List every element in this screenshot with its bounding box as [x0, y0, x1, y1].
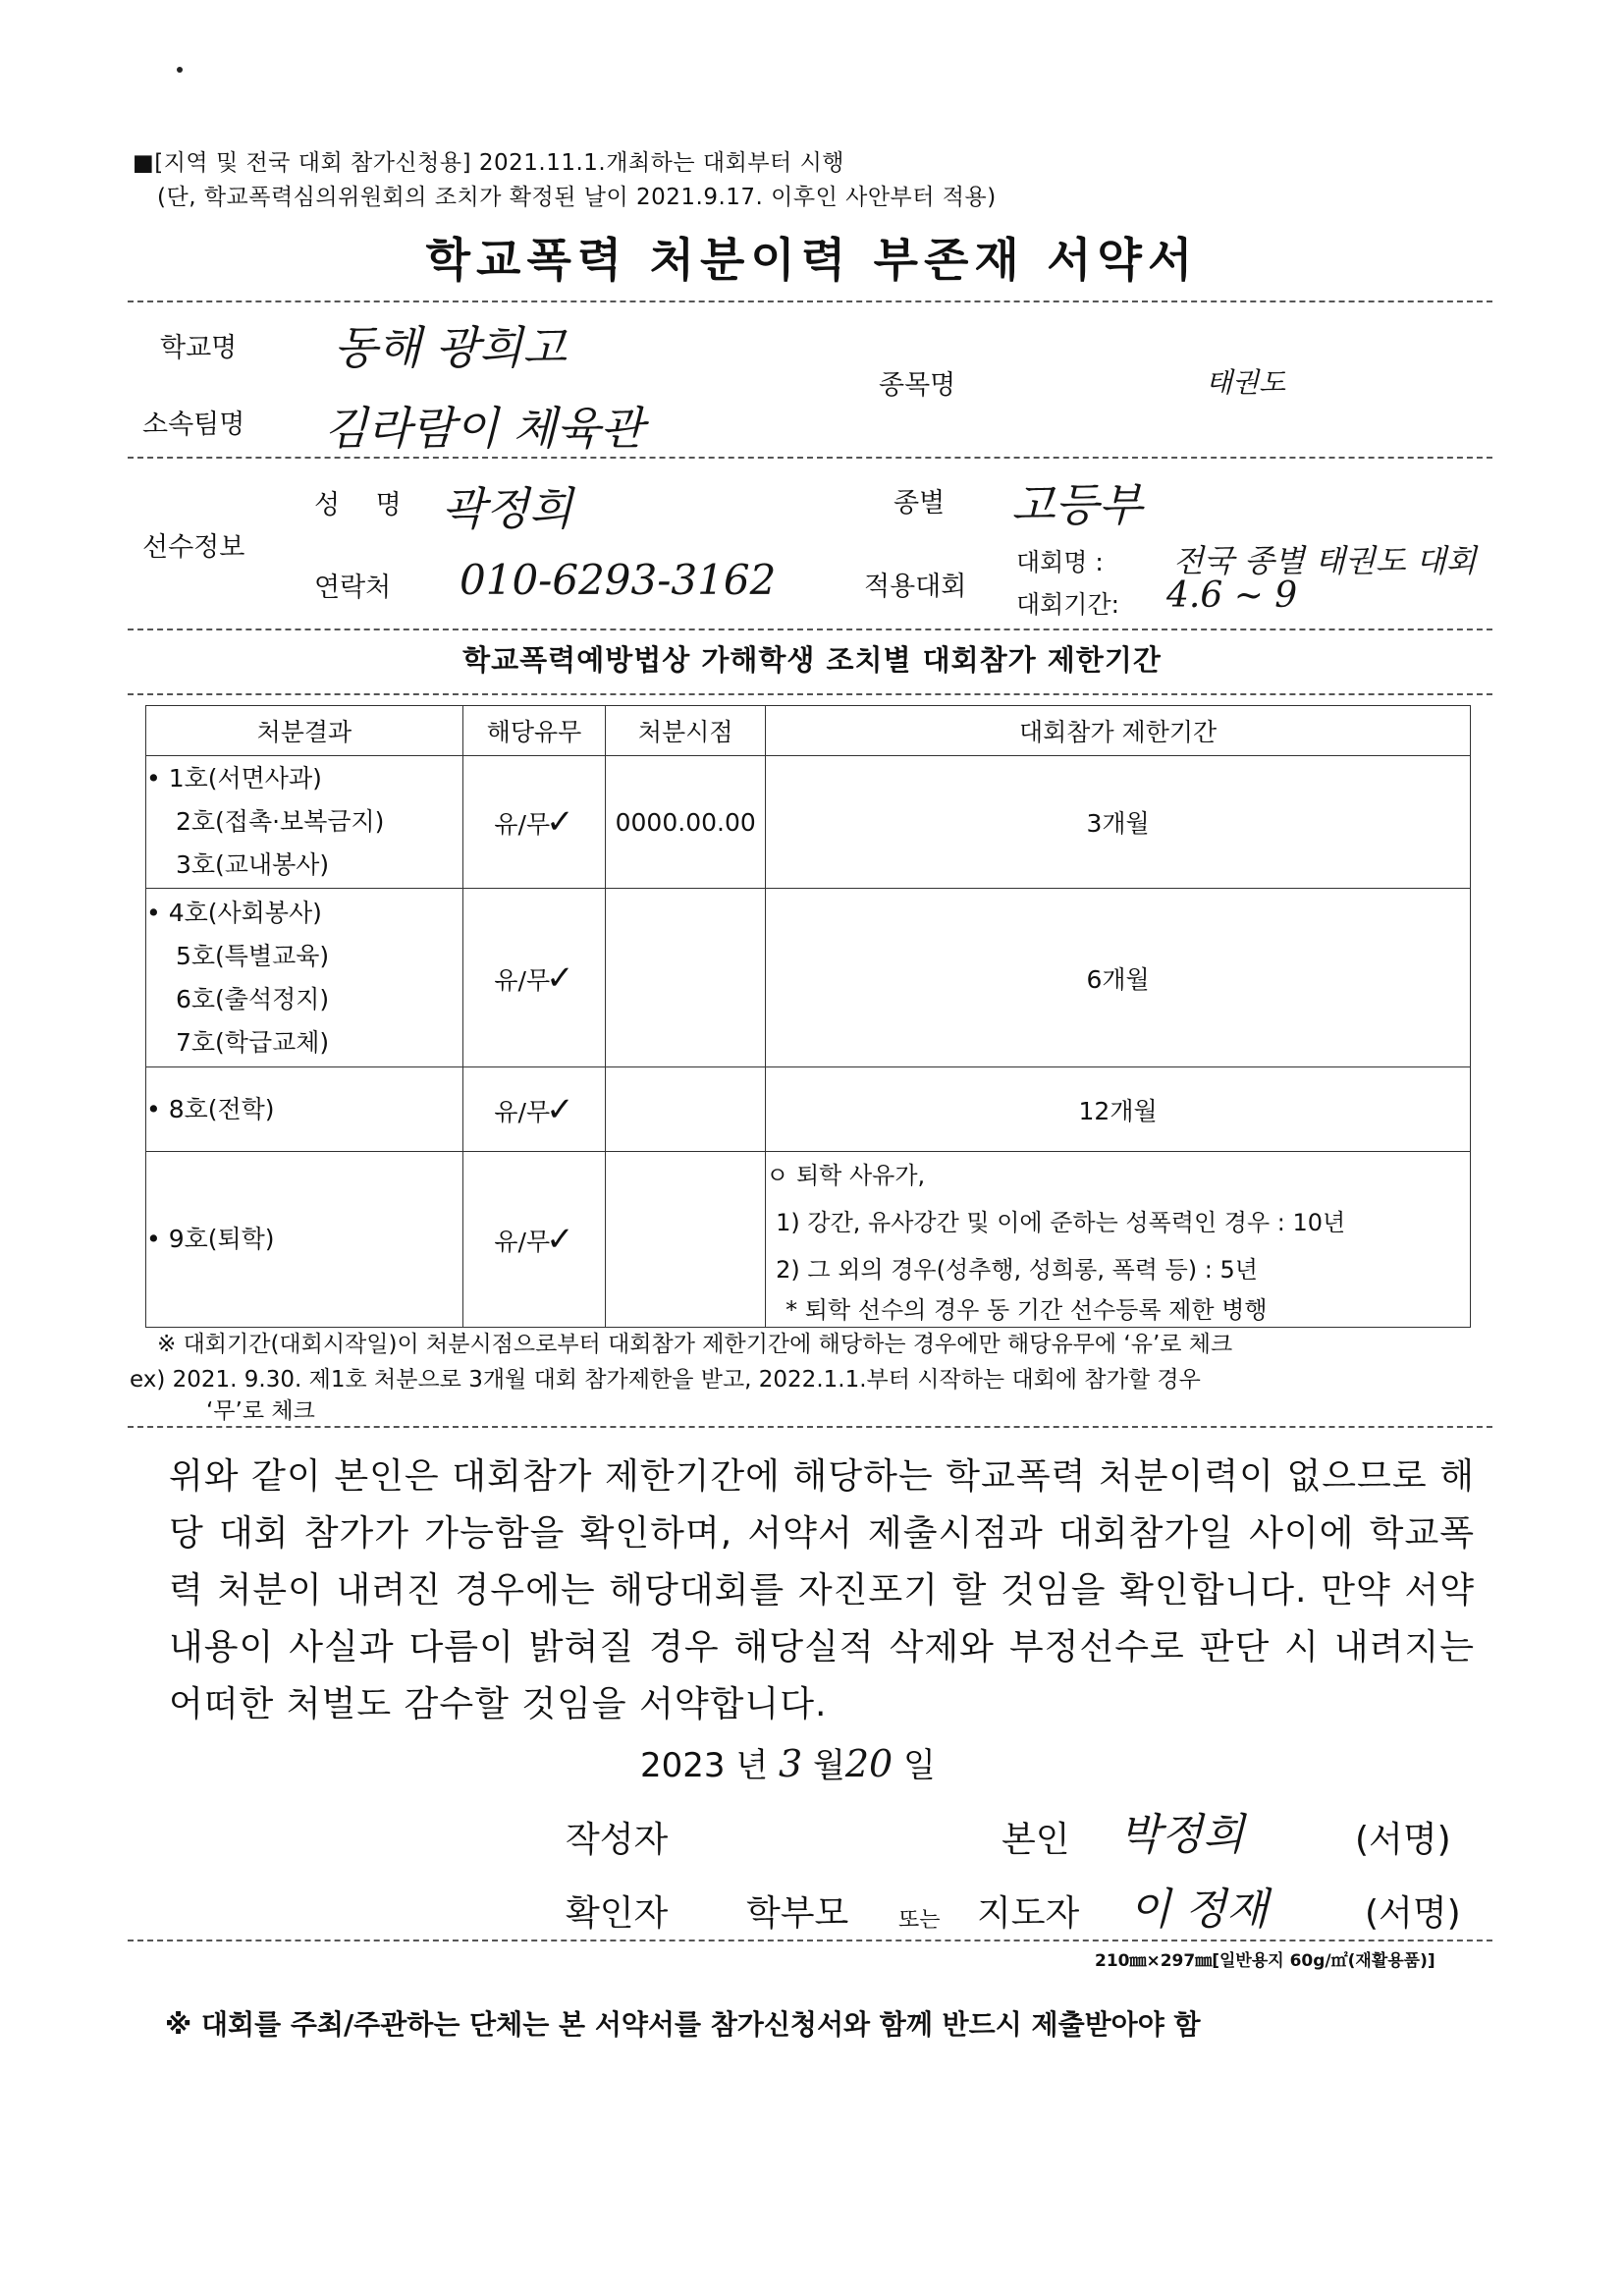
contact-value: 010-6293-3162	[460, 556, 777, 604]
divider	[128, 457, 1492, 459]
self-label: 본인	[1001, 1820, 1070, 1860]
restriction-table	[145, 705, 1471, 1328]
note-line-1: ※ 대회기간(대회시작일)이 처분시점으로부터 대회참가 제한기간에 해당하는 경우에만 해당유무에 ‘유’로 체크	[157, 1332, 1233, 1357]
date-cell	[606, 889, 766, 1067]
result-item: • 1호(서면사과)	[146, 764, 322, 793]
divider	[128, 693, 1492, 695]
category-label: 종별	[893, 488, 946, 519]
footer-note: ※ 대회를 주최/주관하는 단체는 본 서약서를 참가신청서와 함께 반드시 제출받아야 함	[165, 2008, 1201, 2041]
table-subtitle: 학교폭력예방법상 가해학생 조치별 대회참가 제한기간	[462, 643, 1162, 677]
category-value: 고등부	[1011, 478, 1143, 531]
event-label: 종목명	[879, 370, 956, 401]
check-mark-icon: ✓	[546, 802, 574, 842]
name-value: 곽정희	[442, 482, 573, 535]
result-item: 7호(학급교체)	[176, 1027, 330, 1057]
result-item: • 8호(전학)	[146, 1094, 275, 1123]
scan-dot	[177, 67, 183, 73]
result-item: • 4호(사회봉사)	[146, 898, 322, 927]
divider	[128, 301, 1492, 302]
check-mark-icon: ✓	[546, 1220, 574, 1259]
date-year: 2023	[640, 1746, 726, 1785]
contact-label: 연락처	[314, 573, 392, 603]
coach-label: 지도자	[977, 1893, 1080, 1934]
author-label: 작성자	[566, 1820, 669, 1860]
period-line: 2) 그 외의 경우(성추행, 성희롱, 폭력 등) : 5년	[776, 1256, 1258, 1284]
table-row	[146, 1067, 1471, 1152]
divider	[128, 1940, 1492, 1941]
result-cell	[146, 1152, 463, 1328]
or-label: 또는	[898, 1908, 941, 1933]
applicable-cell	[462, 1152, 605, 1328]
date-month: 3	[779, 1742, 803, 1785]
period-line: 1) 강간, 유사강간 및 이에 준하는 성폭력인 경우 : 10년	[776, 1209, 1346, 1236]
competition-period-value: 4.6 ~ 9	[1166, 575, 1298, 616]
result-item: 5호(특별교육)	[176, 941, 330, 970]
applicable-cell	[462, 1067, 605, 1152]
period-cell: 3개월	[766, 756, 1471, 889]
applicable-cell	[462, 756, 605, 889]
school-label: 학교명	[160, 333, 238, 363]
result-item: 2호(접촉·보복금지)	[176, 807, 385, 836]
period-cell: 12개월	[766, 1067, 1471, 1152]
date-day-label: 일	[903, 1746, 936, 1785]
divider	[128, 629, 1492, 630]
divider	[128, 1426, 1492, 1428]
result-item: 3호(교내봉사)	[176, 850, 330, 879]
table-row	[146, 1152, 1471, 1328]
result-cell	[146, 1067, 463, 1152]
applicable-value: 유/무	[494, 810, 551, 839]
date-year-label: 년	[735, 1746, 769, 1785]
header-period: 대회참가 제한기간	[766, 706, 1471, 756]
note-line-2: ex) 2021. 9.30. 제1호 처분으로 3개월 대회 참가제한을 받고, 2022.1.1.부터 시작하는 대회에 참가할 경우	[130, 1367, 1201, 1393]
sign-placeholder-1: (서명)	[1355, 1820, 1451, 1860]
self-name: 박정희	[1119, 1810, 1245, 1860]
date-day: 20	[844, 1742, 893, 1785]
event-value: 태권도	[1206, 366, 1286, 399]
applicable-value: 유/무	[494, 1097, 551, 1126]
competition-name-value: 전국 종별 태권도 대회	[1173, 542, 1477, 579]
name-label: 성 명	[314, 490, 415, 520]
table-row	[146, 756, 1471, 889]
check-mark-icon: ✓	[546, 957, 574, 998]
team-label: 소속팀명	[142, 410, 245, 440]
paper-info: 210㎜×297㎜[일반용지 60g/㎡(재활용품)]	[1095, 1951, 1435, 1971]
parent-label: 학부모	[746, 1893, 849, 1934]
applicable-cell	[462, 889, 605, 1067]
header-applicable: 해당유무	[462, 706, 605, 756]
applied-competition-label: 적용대회	[864, 572, 967, 602]
date-cell	[606, 1152, 766, 1328]
header-date: 처분시점	[606, 706, 766, 756]
check-mark-icon: ✓	[546, 1089, 574, 1129]
competition-period-label: 대회기간:	[1016, 590, 1120, 619]
result-item: • 9호(퇴학)	[146, 1225, 275, 1253]
applicable-value: 유/무	[494, 1228, 551, 1256]
table-row	[146, 889, 1471, 1067]
confirmer-label: 확인자	[566, 1893, 669, 1934]
date-month-label: 월	[813, 1746, 845, 1785]
competition-name-label: 대회명 :	[1016, 548, 1104, 576]
athlete-info-label: 선수정보	[142, 532, 245, 563]
document-title: 학교폭력 처분이력 부존재 서약서	[425, 234, 1199, 288]
pledge-text: 위와 같이 본인은 대회참가 제한기간에 해당하는 학교폭력 처분이력이 없으므로 해당 대회 참가가 가능함을 확인하며, 서약서 제출시점과 대회참가일 사이에 학교폭력 처분이 내려진 경우에는 해당대회를 자진포기 할 것임을 확인합니다. 만약 서약내용이 사실과 다름이 밝혀질 경우 해당실적 삭제와 부정선수로 판단 시 내려지는 어떠한 처벌도 감수할 것임을 서약합니다.	[169, 1456, 1475, 1724]
signing-date	[640, 1738, 936, 1786]
notice-line-1: ■[지역 및 전국 대회 참가신청용] 2021.11.1.개최하는 대회부터 시행	[133, 150, 845, 176]
period-line: ㅇ 퇴학 사유가,	[766, 1162, 926, 1189]
notice-line-2: (단, 학교폭력심의위원회의 조치가 확정된 날이 2021.9.17. 이후인 사안부터 적용)	[157, 185, 997, 210]
result-cell	[146, 889, 463, 1067]
period-line: * 퇴학 선수의 경우 동 기간 선수등록 제한 병행	[785, 1296, 1268, 1324]
result-item: 6호(출석정지)	[176, 984, 330, 1013]
header-result: 처분결과	[146, 706, 463, 756]
coach-name: 이 정재	[1129, 1885, 1269, 1935]
applicable-value: 유/무	[494, 965, 551, 995]
school-value: 동해 광희고	[334, 321, 567, 374]
sign-placeholder-2: (서명)	[1365, 1893, 1461, 1934]
team-value: 김라람이 체육관	[324, 402, 644, 455]
date-cell	[606, 1067, 766, 1152]
period-cell: 6개월	[766, 889, 1471, 1067]
period-cell	[766, 1152, 1471, 1328]
date-cell: 0000.00.00	[606, 756, 766, 889]
result-cell	[146, 756, 463, 889]
note-line-3: ‘무’로 체크	[206, 1398, 315, 1424]
table-header-row	[146, 706, 1471, 756]
